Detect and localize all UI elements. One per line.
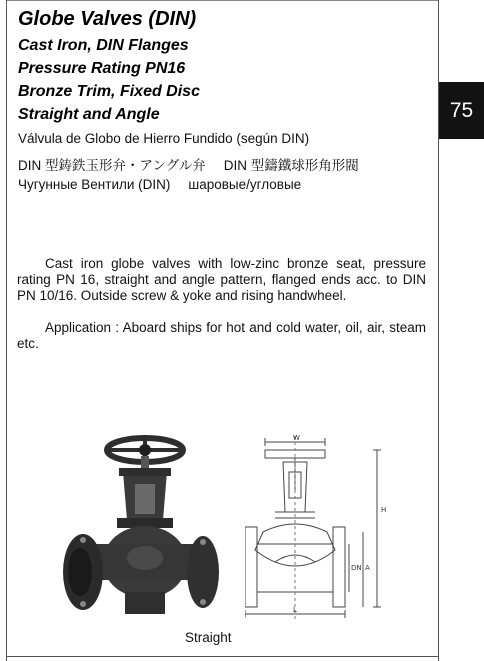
page-title: Globe Valves (DIN) bbox=[18, 8, 197, 30]
dim-dn-label: DN bbox=[351, 564, 362, 572]
valve-body bbox=[95, 526, 195, 598]
frame-left-border bbox=[6, 0, 7, 661]
frame-top-border bbox=[6, 0, 439, 1]
left-flange bbox=[63, 534, 103, 610]
frame-bottom-border bbox=[6, 656, 439, 657]
right-flange bbox=[187, 536, 219, 608]
page-number-tab: 75 bbox=[439, 82, 484, 139]
valve-technical-drawing bbox=[245, 432, 405, 624]
application-text: Application : Aboard ships for hot and cold water, oil, air, steam etc. bbox=[17, 320, 426, 351]
description-text: Cast iron globe valves with low-zinc bronze seat, pressure rating PN 16, straight and angle pattern, flanged ends acc. to DIN PN 10/16. Outside screw & yoke and rising handwheel. bbox=[17, 256, 426, 303]
application-paragraph bbox=[17, 320, 426, 352]
dim-a-label: A bbox=[365, 564, 370, 572]
russian-title: Чугунные Вентили (DIN) bbox=[18, 177, 171, 192]
subtitle-pressure: Pressure Rating PN16 bbox=[18, 60, 186, 77]
chinese-title: DIN 型鑄鐵球形角形閥 bbox=[223, 158, 359, 173]
subtitle-material: Cast Iron, DIN Flanges bbox=[18, 37, 189, 54]
valve-photo bbox=[55, 432, 225, 622]
russian-subtitle: шаровые/угловые bbox=[188, 177, 302, 192]
japanese-title: DIN 型鋳鉄玉形弁・アングル弁 bbox=[18, 158, 206, 173]
subtitle-pattern: Straight and Angle bbox=[18, 106, 160, 123]
dim-length-label: L bbox=[293, 606, 297, 614]
yoke bbox=[119, 468, 171, 520]
russian-titles bbox=[18, 177, 301, 192]
subtitle-trim: Bronze Trim, Fixed Disc bbox=[18, 83, 200, 100]
dim-top-label: W bbox=[293, 434, 300, 442]
description-paragraph bbox=[17, 256, 426, 304]
figure-caption: Straight bbox=[185, 630, 232, 645]
asian-titles bbox=[18, 154, 359, 174]
dim-height-label: H bbox=[381, 506, 387, 514]
spanish-title: Válvula de Globo de Hierro Fundido (según DIN) bbox=[18, 131, 310, 146]
